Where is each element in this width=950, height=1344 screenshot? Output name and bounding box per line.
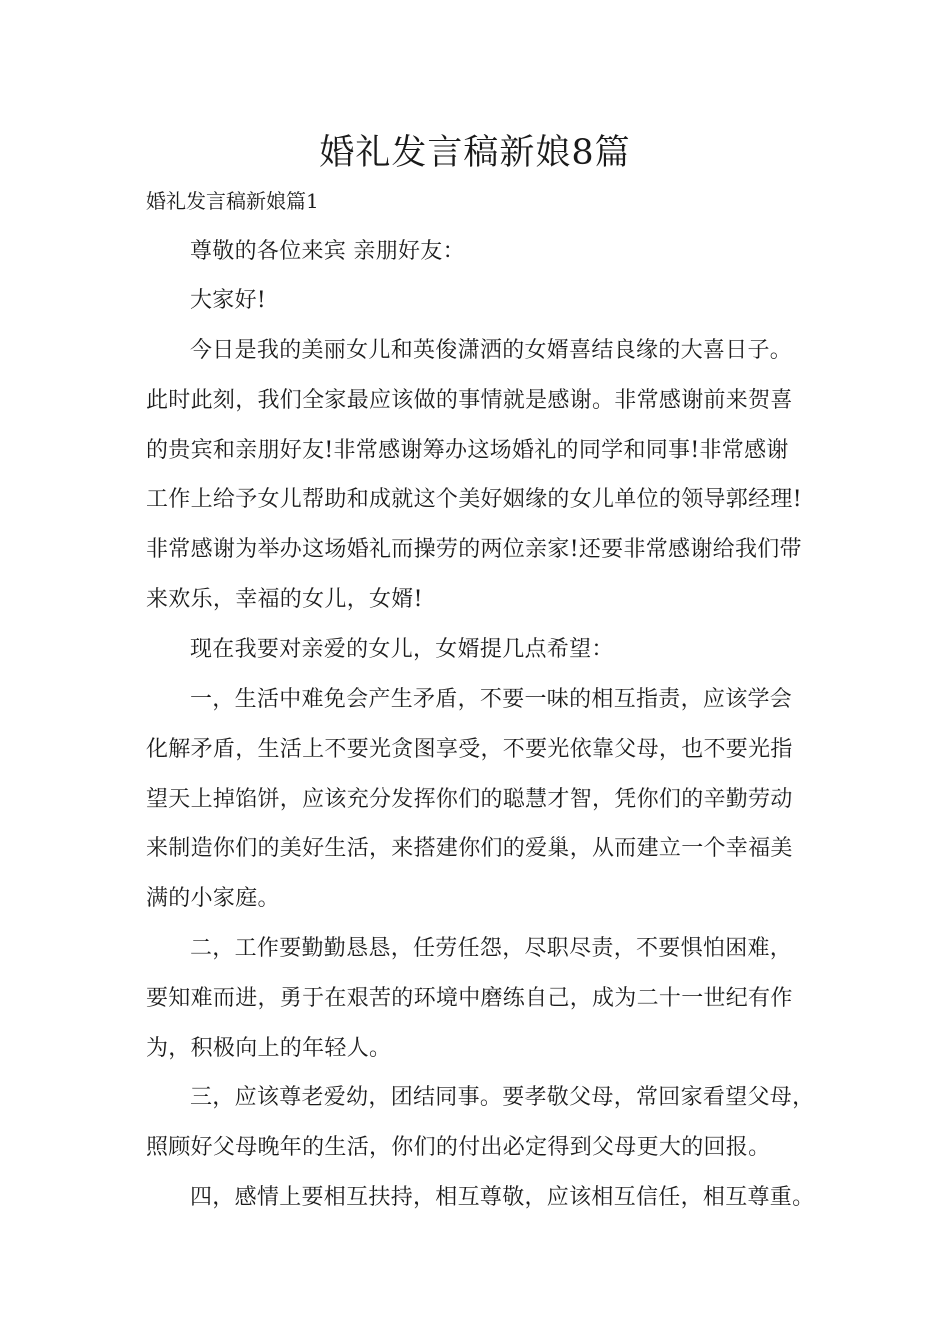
paragraph-line: 满的小家庭。 bbox=[146, 886, 280, 912]
paragraph-line: 四，感情上要相互扶持，相互尊敬，应该相互信任，相互尊重。 bbox=[190, 1185, 815, 1210]
paragraph-hope-two bbox=[146, 924, 836, 1073]
paragraph-line: 来欢乐，幸福的女儿，女婿! bbox=[146, 586, 423, 612]
paragraph-line: 非常感谢为举办这场婚礼而操劳的两位亲家!还要非常感谢给我们带 bbox=[146, 537, 802, 563]
paragraph-line: 此时此刻，我们全家最应该做的事情就是感谢。非常感谢前来贺喜 bbox=[146, 387, 793, 413]
paragraph-line: 大家好! bbox=[190, 288, 267, 313]
section-heading: 婚礼发言稿新娘篇1 bbox=[146, 189, 319, 213]
paragraph-line: 三，应该尊老爱幼，团结同事。要孝敬父母，常回家看望父母， bbox=[190, 1085, 815, 1110]
paragraph-line: 要知难而进，勇于在艰苦的环境中磨练自己，成为二十一世纪有作 bbox=[146, 985, 793, 1011]
paragraph-hello bbox=[146, 276, 836, 326]
paragraph-line: 照顾好父母晚年的生活，你们的付出必定得到父母更大的回报。 bbox=[146, 1134, 771, 1160]
document-title: 婚礼发言稿新娘8篇 bbox=[319, 133, 631, 173]
paragraph-line: 工作上给予女儿帮助和成就这个美好姻缘的女儿单位的领导郭经理! bbox=[146, 487, 802, 513]
paragraph-line: 的贵宾和亲朋好友!非常感谢筹办这场婚礼的同学和同事!非常感谢 bbox=[146, 437, 789, 463]
paragraph-hope-four bbox=[146, 1173, 836, 1223]
paragraph-line: 尊敬的各位来宾 亲朋好友： bbox=[190, 239, 465, 264]
paragraph-thanks bbox=[146, 326, 836, 625]
paragraph-hope-three bbox=[146, 1073, 836, 1173]
paragraph-hope-one bbox=[146, 675, 836, 924]
paragraph-line: 望天上掉馅饼，应该充分发挥你们的聪慧才智，凭你们的辛勤劳动 bbox=[146, 786, 793, 812]
paragraph-line: 来制造你们的美好生活，来搭建你们的爱巢，从而建立一个幸福美 bbox=[146, 836, 793, 862]
paragraph-line: 今日是我的美丽女儿和英俊潇洒的女婿喜结良缘的大喜日子。 bbox=[190, 338, 793, 363]
paragraph-line: 化解矛盾，生活上不要光贪图享受，不要光依靠父母，也不要光指 bbox=[146, 736, 793, 762]
paragraph-line: 二，工作要勤勤恳恳，任劳任怨，尽职尽责，不要惧怕困难， bbox=[190, 936, 793, 961]
paragraph-line: 现在我要对亲爱的女儿，女婿提几点希望： bbox=[190, 637, 614, 662]
paragraph-line: 为，积极向上的年轻人。 bbox=[146, 1035, 392, 1061]
paragraph-hopes-intro bbox=[146, 625, 836, 675]
paragraph-line: 一，生活中难免会产生矛盾，不要一味的相互指责，应该学会 bbox=[190, 687, 793, 712]
paragraph-greeting-audience bbox=[146, 227, 836, 277]
